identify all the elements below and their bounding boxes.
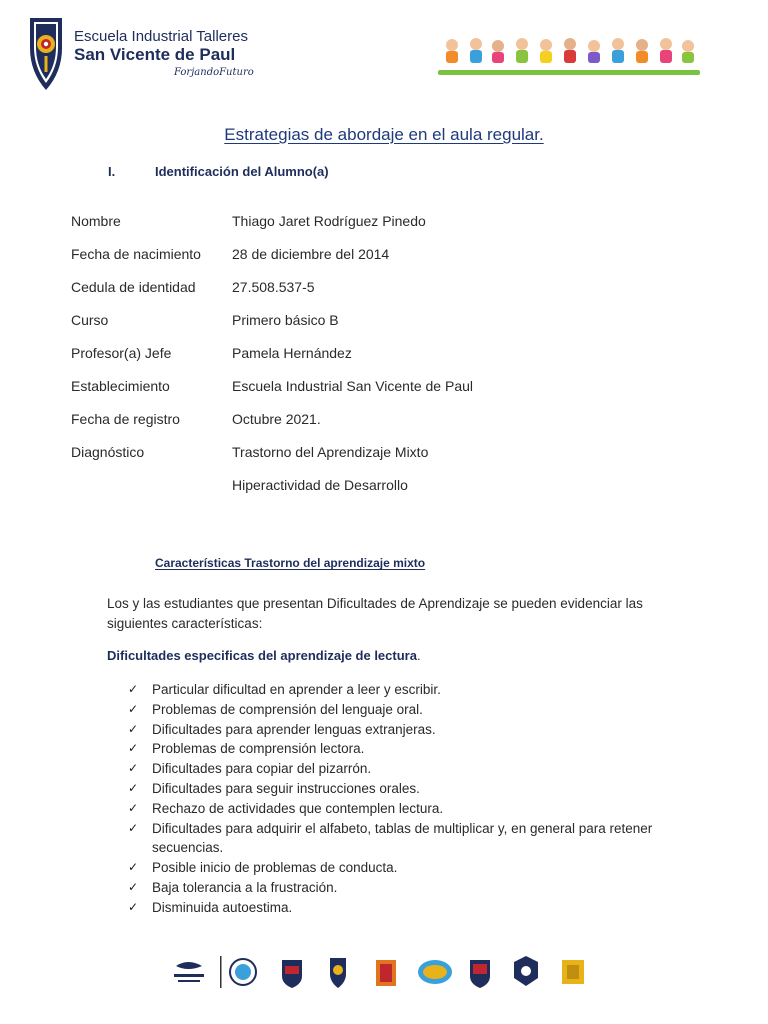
section-title: Identificación del Alumno(a): [155, 164, 329, 179]
list-item-text: Dificultades para copiar del pizarrón.: [152, 761, 372, 777]
list-item-text: Disminuida autoestima.: [152, 899, 293, 915]
info-label: Fecha de registro: [71, 410, 180, 427]
info-value: Escuela Industrial San Vicente de Paul: [232, 377, 474, 394]
info-label: Profesor(a) Jefe: [71, 344, 172, 361]
info-value: Primero básico B: [232, 311, 339, 328]
info-value: Octubre 2021.: [232, 410, 321, 427]
check-icon: ✓: [128, 682, 139, 696]
list-item: [128, 858, 668, 878]
reading-difficulties-heading: [107, 648, 421, 663]
list-item: [128, 680, 668, 700]
info-row-curso: [71, 303, 473, 336]
reading-difficulties-list: [128, 680, 668, 918]
check-icon: ✓: [128, 741, 139, 756]
list-item: [128, 779, 668, 799]
info-row-cedula: [71, 270, 473, 303]
info-value: Pamela Hernández: [232, 344, 352, 361]
check-icon: ✓: [128, 820, 139, 835]
children-illustration: [438, 36, 700, 76]
list-item-text: Dificultades para seguir instrucciones orales.: [152, 780, 420, 796]
list-item: [128, 739, 668, 759]
footer-logo-oval: [418, 960, 452, 984]
footer-logo-main: [174, 962, 204, 982]
list-item-text: Rechazo de actividades que contemplen lectura.: [152, 800, 444, 816]
info-label: Establecimiento: [71, 377, 170, 394]
reading-difficulties-heading-period: .: [416, 648, 421, 663]
info-label: Fecha de nacimiento: [71, 245, 201, 262]
info-label: Curso: [71, 311, 109, 328]
section-number: I.: [108, 164, 116, 179]
info-row-diagnostico: [71, 435, 473, 468]
list-item: [128, 898, 668, 918]
footer-logo-badge: [514, 956, 538, 986]
check-icon: ✓: [128, 860, 139, 875]
info-value: Trastorno del Aprendizaje Mixto: [232, 443, 429, 460]
list-item-text: Dificultades para adquirir el alfabeto, tablas de multiplicar y, en general para retener secuencias.: [152, 820, 653, 856]
footer-logo-flag: [376, 960, 396, 986]
reading-difficulties-heading-text: Dificultades especificas del aprendizaje de lectura: [107, 648, 417, 663]
list-item: [128, 819, 668, 859]
school-name-line2: San Vicente de Paul: [74, 45, 236, 64]
footer-logo-sta: [230, 959, 256, 985]
list-item-text: Problemas de comprensión del lenguaje oral.: [152, 701, 423, 717]
info-value: 27.508.537-5: [232, 278, 315, 295]
list-item: [128, 700, 668, 720]
info-row-establecimiento: [71, 369, 473, 402]
info-value: 28 de diciembre del 2014: [232, 245, 390, 262]
footer-logo-crest: [330, 958, 346, 988]
school-name-block: [74, 28, 254, 78]
student-info-table: [71, 204, 473, 501]
info-value: Thiago Jaret Rodríguez Pinedo: [232, 212, 426, 229]
list-item-text: Particular dificultad en aprender a leer y escribir.: [152, 682, 441, 697]
school-motto: ForjandoFuturo: [174, 67, 254, 78]
characteristics-intro: Los y las estudiantes que presentan Dificultades de Aprendizaje se pueden evidenciar las siguientes características:: [107, 596, 643, 631]
check-icon: ✓: [128, 701, 139, 716]
footer-logos: [170, 952, 600, 992]
info-row-diagnostico-2: [71, 468, 473, 501]
page-header: [0, 0, 768, 100]
footer-logo-gold: [562, 960, 584, 984]
info-value: Hiperactividad de Desarrollo: [232, 476, 408, 493]
list-item-text: Baja tolerancia a la frustración.: [152, 879, 338, 895]
list-item: [128, 799, 668, 819]
list-item: [128, 878, 668, 898]
check-icon: ✓: [128, 899, 139, 914]
school-crest-logo: [26, 14, 66, 92]
list-item-text: Problemas de comprensión lectora.: [152, 741, 365, 757]
characteristics-heading: Características Trastorno del aprendizaje mixto: [155, 556, 426, 570]
list-item: [128, 720, 668, 740]
footer-logo-shield-1: [282, 960, 302, 988]
check-icon: ✓: [128, 721, 139, 736]
info-row-fecha-nacimiento: [71, 237, 473, 270]
school-name-line1: Escuela Industrial Talleres: [74, 28, 248, 45]
check-icon: ✓: [128, 800, 139, 815]
document-title: Estrategias de abordaje en el aula regular.: [224, 125, 544, 144]
info-label: Nombre: [71, 212, 121, 229]
check-icon: ✓: [128, 761, 139, 776]
list-item-text: Dificultades para aprender lenguas extranjeras.: [152, 721, 436, 737]
list-item: [128, 759, 668, 779]
check-icon: ✓: [128, 780, 139, 795]
info-label: Diagnóstico: [71, 443, 145, 460]
info-row-fecha-registro: [71, 402, 473, 435]
list-item-text: Posible inicio de problemas de conducta.: [152, 860, 398, 876]
info-label: Cedula de identidad: [71, 278, 196, 295]
check-icon: ✓: [128, 879, 139, 894]
info-row-profesor: [71, 336, 473, 369]
info-row-nombre: [71, 204, 473, 237]
footer-logo-shield-2: [470, 960, 490, 988]
